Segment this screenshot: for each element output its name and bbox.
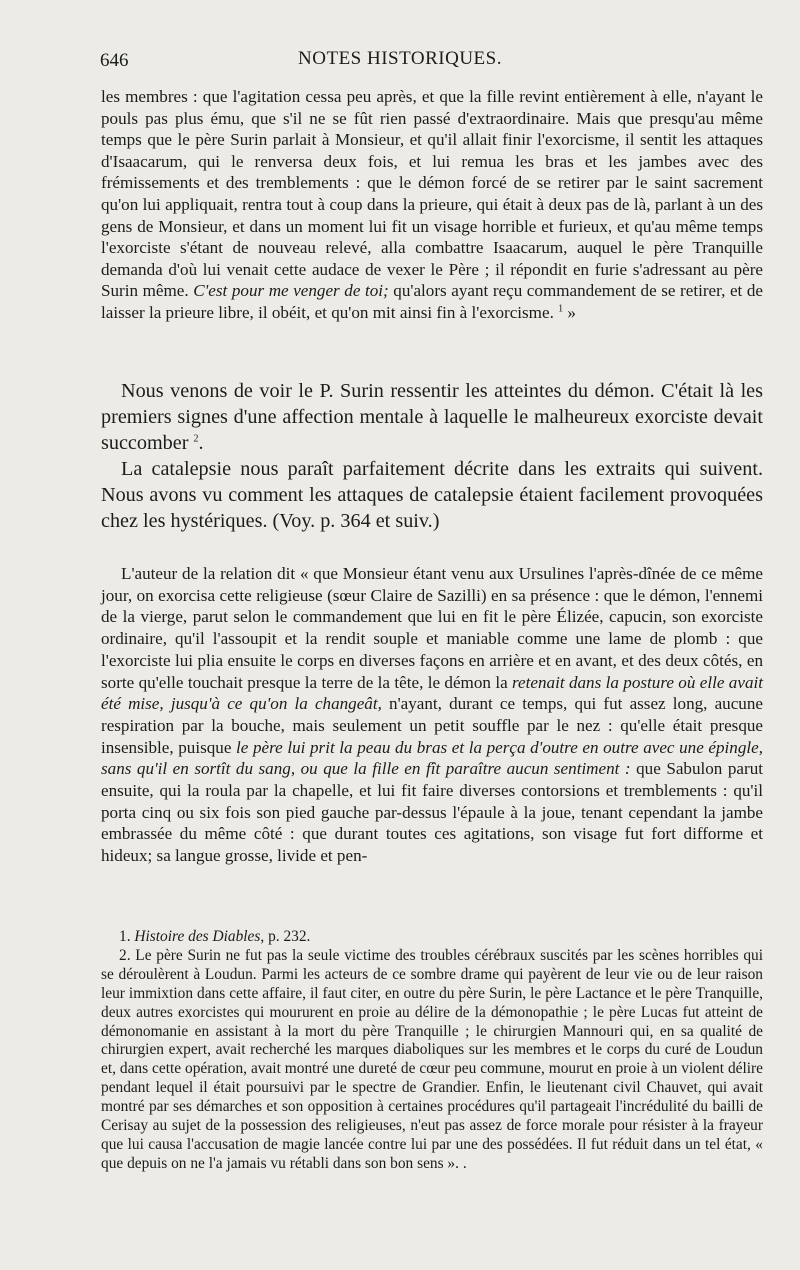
- quote-close: »: [563, 302, 576, 322]
- page-number: 646: [100, 50, 129, 71]
- footnote-2: [101, 947, 763, 1174]
- relation-text-1: L'auteur de la relation dit « que Monsieur étant venu aux Ursulines l'après-dînée de ce même jour, on exorcisa cette religieuse (sœur Claire de Sazilli) en sa présence : que le démon, l'ennemi de la vierge, parut selon le commandement que lui en fit le père Élizée, capucin, son exorciste ordinaire, qu'il l'assoupit et la rendit souple et maniable comme une lame de plomb : que l'exorciste lui plia ensuite le corps en diverses façons en arrière et en avant, et des deux côtés, en sorte qu'elle touchait presque la terre de la tête, le démon la: [101, 564, 763, 692]
- commentary-paragraph-1: [101, 378, 763, 456]
- footnote-1-number: 1.: [119, 928, 131, 945]
- relation-italic-2: le père lui prit la peau du bras et la perça d'outre en outre avec une épingle, sans qu'il en sortît du sang, ou que la fille en fît paraître aucun sentiment :: [101, 737, 763, 779]
- quote-text-continued: qu'alors ayant reçu commandement de se retirer, et de laisser la prieure libre, il obéit, et qu'on mit ainsi fin à l'exorcisme.: [101, 281, 763, 322]
- footnote-2-number: 2.: [119, 946, 131, 964]
- footnote-2-text: Le père Surin ne fut pas la seule victime des troubles cérébraux suscités par les scènes horribles qui se déroulèrent à Loudun. Parmi les acteurs de ce sombre drame qui payèrent de leur vie ou de leur raison leur immixtion dans cette affaire, il faut citer, en outre du père Surin, le père Lactance et le père Tranquille, deux autres exorcistes qui moururent en proie au délire de la démonopathie ; le père Lucas fut atteint de démonomanie en assistant à la mort du père Tranquille ; le chirurgien Mannouri qui, en sa qualité de chirurgien expert, avait recherché les marques diaboliques sur les membres et le corps du curé de Loudun et, dans cette opération, avait montré une dureté de cœur peu commune, mourut en proie à un violent délire pendant lequel il était poursuivi par le spectre de Grandier. Enfin, le lieutenant civil Chauvet, qui avait montré par ses démarches et son opposition à certaines procédures qu'il partageait l'incrédulité du bailli de Cerisay au sujet de la possession des religieuses, n'eut pas assez de force morale pour résister à la frayeur que lui causa l'accusation de magie lancée contre lui par une des possédées. Il fut réduit dans un tel état, « que depuis on ne l'a jamais vu rétabli dans son bon sens ». .: [101, 946, 763, 1172]
- footnote-1-title: Histoire des Diables: [134, 928, 261, 945]
- quote-italic: C'est pour me venger de toi;: [193, 281, 389, 301]
- commentary-text-1: Nous venons de voir le P. Surin ressentir les atteintes du démon. C'était là les premiers signes d'une affection mentale à laquelle le malheureux exorciste devait succomber: [101, 380, 763, 454]
- page-header: [0, 48, 800, 76]
- footnote-ref-2: 2: [193, 433, 199, 445]
- relation-text-3: que Sabulon parut ensuite, qui la roula par la chapelle, et lui fit faire diverses contorsions et tremblements : qu'il porta cinq ou six fois son pied gauche par-dessus l'épaule à la joue, tenant cependant la jambe embrassée du même côté : que durant toutes ces agitations, son visage fut fort difforme et hideux; sa langue grosse, livide et pen-: [101, 759, 763, 866]
- commentary-paragraph-2: La catalepsie nous paraît parfaitement décrite dans les extraits qui suivent. Nous avons vu comment les attaques de catalepsie étaient facilement provoquées chez les hystériques. (Voy. p. 364 et suiv.): [101, 458, 763, 532]
- footnotes: [101, 928, 763, 1174]
- relation-text-2: n'ayant, durant ce temps, qui fut assez long, aucune respiration par la bouche, mais seulement un petit souffle par le nez : qu'elle était presque insensible, puisque: [101, 694, 763, 757]
- commentary: [101, 378, 763, 534]
- quote-text: les membres : que l'agitation cessa peu après, et que la fille revint entièrement à elle, n'ayant le pouls pas plus ému, que s'il ne se fût rien passé d'extraordinaire. Mais que presqu'au même temps que le père Surin parlait à Monsieur, et qu'il allait finir l'exorcisme, il sentit les attaques d'Isaacarum, qui le renversa deux fois, et lui remua les bras et les jambes avec des frémissements et des tremblements : que le démon forcé de se retirer par le saint sacrement qu'on lui appliquait, rentra tout à coup dans la prieure, qui était à deux pas de là, parlant à un des gens de Monsieur, et dans un moment lui fit un visage horrible et furieux, et qu'au même temps l'exorciste s'étant de nouveau relevé, alla combattre Isaacarum, auquel le père Tranquille demanda d'où lui venait cette audace de vexer le Père ; il répondit en furie s'adressant au père Surin même.: [101, 87, 763, 301]
- relation-paragraph: [101, 563, 763, 867]
- footnote-1-page: , p. 232.: [260, 928, 311, 945]
- relation-extract: [101, 563, 763, 867]
- commentary-text-1-end: .: [198, 432, 204, 454]
- relation-italic-1: retenait dans la posture où elle avait été mise, jusqu'à ce qu'on la changeât,: [101, 672, 763, 714]
- quoted-passage: [101, 86, 763, 324]
- running-title: NOTES HISTORIQUES.: [298, 48, 502, 69]
- footnote-1: [101, 928, 763, 947]
- footnote-ref-1: 1: [558, 303, 564, 315]
- quote-paragraph: [101, 86, 763, 324]
